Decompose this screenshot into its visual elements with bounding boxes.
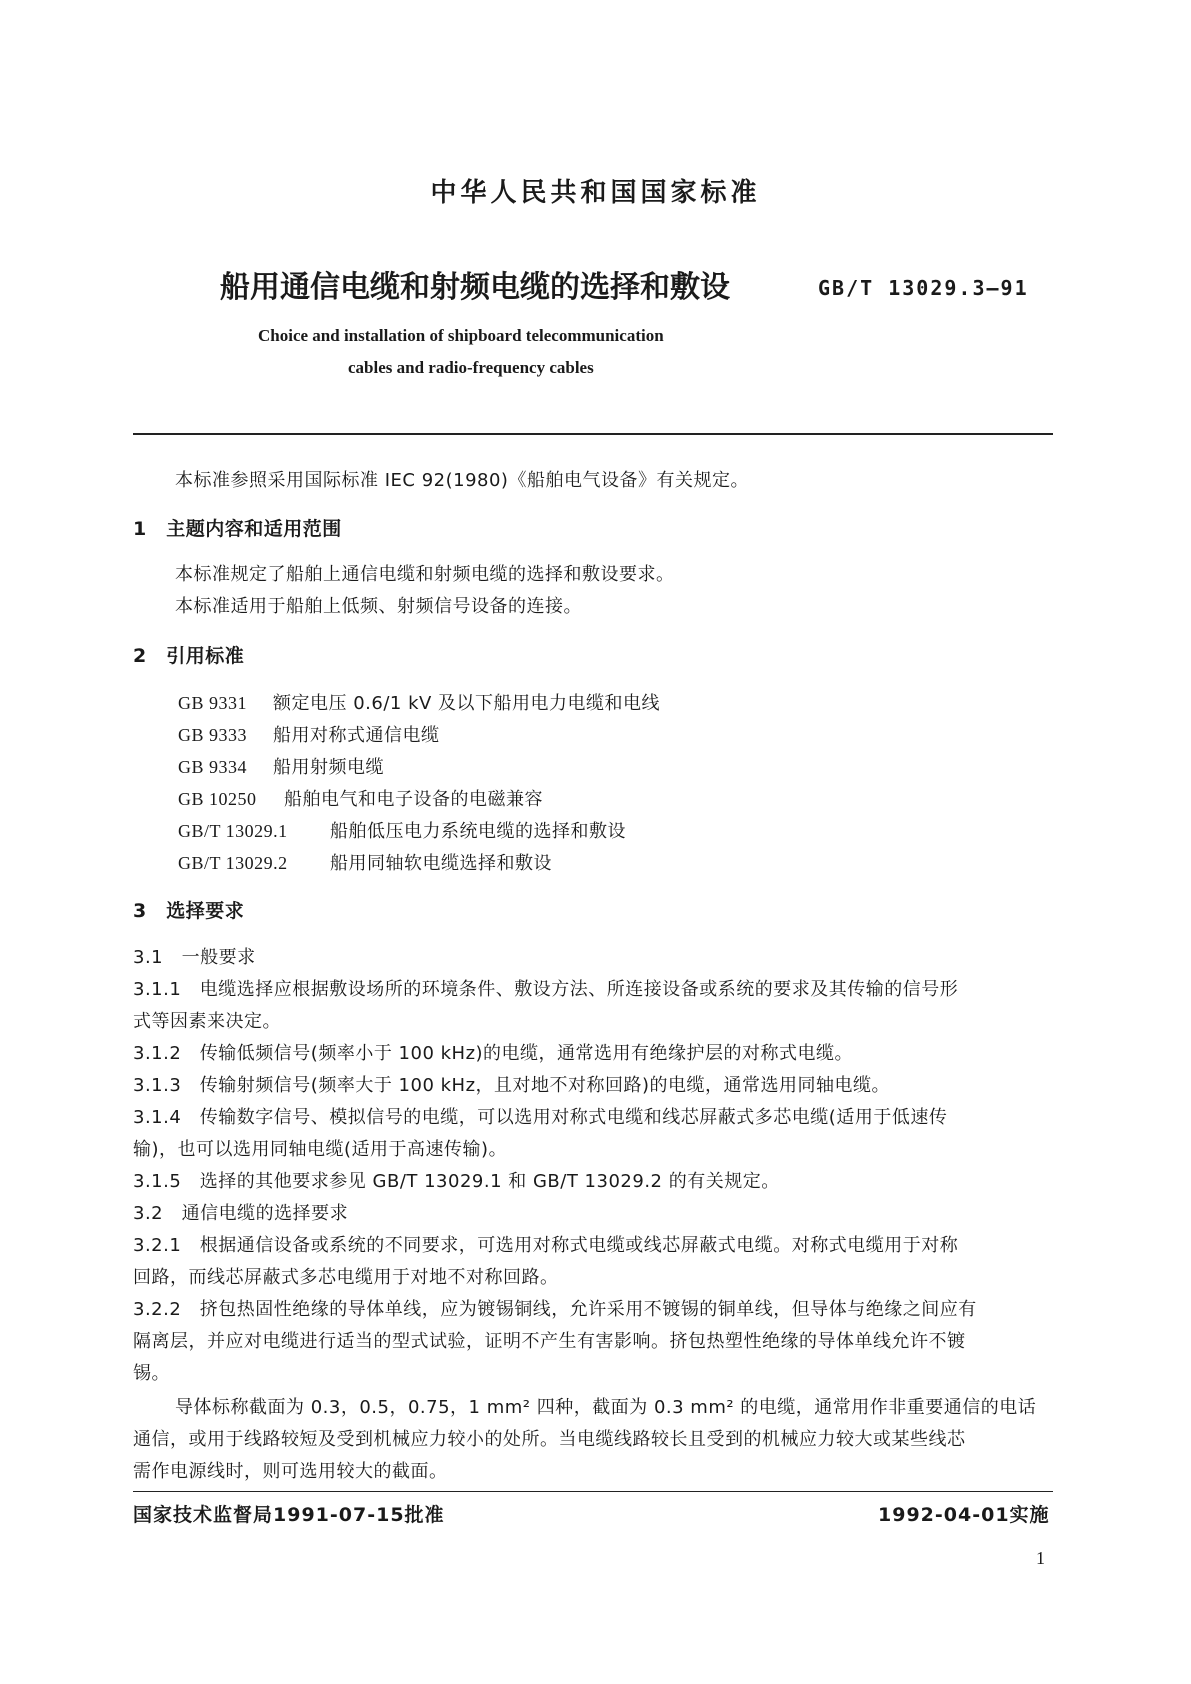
reference-title: 船用同轴软电缆选择和敷设 xyxy=(330,853,552,874)
body-line: 3.1.4 传输数字信号、模拟信号的电缆，可以选用对称式电缆和线芯屏蔽式多芯电缆(适用于低速传 xyxy=(133,1107,948,1128)
body-line: 3.1.5 选择的其他要求参见 GB/T 13029.1 和 GB/T 13029.2 的有关规定。 xyxy=(133,1171,780,1192)
body-line: 3.1.1 电缆选择应根据敷设场所的环境条件、敷设方法、所连接设备或系统的要求及其传输的信号形 xyxy=(133,979,959,1000)
standard-number: GB/T 13029.3—91 xyxy=(818,276,1029,300)
reference-title: 船用射频电缆 xyxy=(273,757,384,778)
header-divider xyxy=(133,433,1053,435)
approval-date: 国家技术监督局1991-07-15批准 xyxy=(133,1504,445,1526)
body-line: 3.2.2 挤包热固性绝缘的导体单线，应为镀锡铜线，允许采用不镀锡的铜单线，但导体与绝缘之间应有 xyxy=(133,1299,977,1320)
body-line: 锡。 xyxy=(133,1363,170,1384)
reference-item xyxy=(178,786,543,813)
reference-code: GB 10250 xyxy=(178,789,257,809)
body-line: 3.1.2 传输低频信号(频率小于 100 kHz)的电缆，通常选用有绝缘护层的对称式电缆。 xyxy=(133,1043,854,1064)
body-line: 3.2 通信电缆的选择要求 xyxy=(133,1203,349,1224)
body-line: 导体标称截面为 0.3，0.5，0.75，1 mm² 四种，截面为 0.3 mm² 的电缆，通常用作非重要通信的电话 xyxy=(175,1397,1037,1418)
body-line: 隔离层，并应对电缆进行适当的型式试验，证明不产生有害影响。挤包热塑性绝缘的导体单线允许不镀 xyxy=(133,1331,966,1352)
section-1-para-2: 本标准适用于船舶上低频、射频信号设备的连接。 xyxy=(175,596,582,617)
section-1-heading: 1 主题内容和适用范围 xyxy=(133,518,342,540)
english-title-line-2: cables and radio-frequency cables xyxy=(348,358,594,377)
english-title-line-1: Choice and installation of shipboard telecommunication xyxy=(258,326,664,345)
reference-code: GB 9331 xyxy=(178,693,248,713)
reference-code: GB 9334 xyxy=(178,757,248,777)
reference-title: 船舶电气和电子设备的电磁兼容 xyxy=(284,789,543,810)
section-3-heading: 3 选择要求 xyxy=(133,900,245,922)
page-number: 1 xyxy=(1036,1548,1045,1568)
body-line: 通信，或用于线路较短及受到机械应力较小的处所。当电缆线路较长且受到的机械应力较大或某些线芯 xyxy=(133,1429,966,1450)
body-line: 回路，而线芯屏蔽式多芯电缆用于对地不对称回路。 xyxy=(133,1267,559,1288)
reference-item xyxy=(178,850,552,877)
standard-type-header: 中华人民共和国国家标准 xyxy=(430,178,761,208)
reference-item xyxy=(178,722,440,749)
body-line: 3.1 一般要求 xyxy=(133,947,256,968)
body-line: 需作电源线时，则可选用较大的截面。 xyxy=(133,1461,448,1482)
reference-code: GB/T 13029.2 xyxy=(178,853,288,873)
body-line: 3.1.3 传输射频信号(频率大于 100 kHz，且对地不对称回路)的电缆，通常选用同轴电缆。 xyxy=(133,1075,891,1096)
reference-title: 船用对称式通信电缆 xyxy=(273,725,440,746)
reference-item xyxy=(178,690,660,717)
section-2-heading: 2 引用标准 xyxy=(133,645,245,667)
reference-code: GB/T 13029.1 xyxy=(178,821,288,841)
body-line: 3.2.1 根据通信设备或系统的不同要求，可选用对称式电缆或线芯屏蔽式电缆。对称式电缆用于对称 xyxy=(133,1235,959,1256)
footer-divider xyxy=(133,1491,1053,1492)
implementation-date: 1992-04-01实施 xyxy=(878,1504,1050,1526)
body-line: 输)，也可以选用同轴电缆(适用于高速传输)。 xyxy=(133,1139,508,1160)
reference-item xyxy=(178,754,384,781)
reference-title: 船舶低压电力系统电缆的选择和敷设 xyxy=(330,821,626,842)
reference-code: GB 9333 xyxy=(178,725,248,745)
body-line: 式等因素来决定。 xyxy=(133,1011,281,1032)
reference-item xyxy=(178,818,626,845)
intro-paragraph: 本标准参照采用国际标准 IEC 92(1980)《船舶电气设备》有关规定。 xyxy=(175,470,749,491)
section-1-para-1: 本标准规定了船舶上通信电缆和射频电缆的选择和敷设要求。 xyxy=(175,564,675,585)
page-title: 船用通信电缆和射频电缆的选择和敷设 xyxy=(220,270,730,305)
reference-title: 额定电压 0.6/1 kV 及以下船用电力电缆和电线 xyxy=(273,693,661,714)
